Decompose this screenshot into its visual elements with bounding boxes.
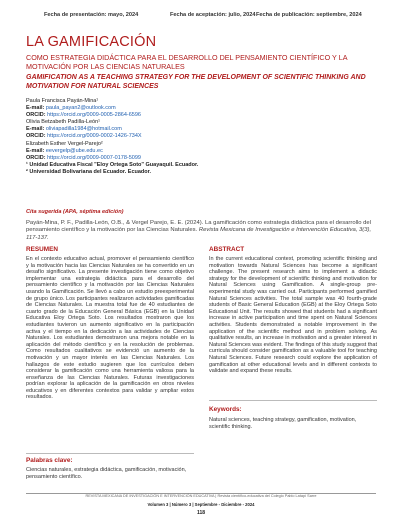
email-label: E-mail: [26,147,45,154]
orcid-label: ORCID: [26,133,46,140]
citation-text [26,220,382,242]
author-block [26,98,326,176]
resumen-text: En el contexto educativo actual, promover el pensamiento científico y la motivación hacia las Ciencias Naturales se ha convertido en un desafío significativo. La presente investigación tiene como objetivo implementar una estrategia didáctica para el desarrollo del pensamiento científico y la motivación por las Ciencias Naturales usando la Gamificación. Se llevó a cabo un estudio preexperimental de grupo único. Los participantes realizaron actividades gamificadas de Ciencias Naturales. La muestra total fue de 40 estudiantes de cuarto grado de la Educación General Básica (EGB) en la Unidad Educativa Eloy Ortega Soto. Los resultados mostraron que los estudiantes tuvieron un aumento significativo en la participación activa y el tiempo en la dedicación a las actividades de Ciencias Naturales. Los estudiantes demostraron una mejora notable en la aplicación del método científico y en la resolución de problemas. Como resultados cualitativos se evidenció un aumento de la motivación y un mayor interés en las Ciencias Naturales. Los hallazgos de este estudio sugieren que los currículos deben considerar la gamificación como una herramienta valiosa para la enseñanza de las Ciencias Naturales. Futuras investigaciones podrían explorar la aplicación de la gamificación en otros niveles educativos y en diferentes contextos para validar y ampliar estos resultados. [26,256,194,401]
keywords-heading: Keywords: [209,406,242,413]
affiliation: ² Universidad Bolivariana del Ecuador. Ecuador. [26,168,152,175]
author-orcid-link[interactable]: https://orcid.org/0009-0007-0178-5099 [47,154,141,161]
presentation-date: Fecha de presentación: mayo, 2024 [44,12,139,18]
affiliation: ¹ Unidad Educativa Fiscal "Eloy Ortega Soto" Guayaquil. Ecuador. [26,161,199,168]
acceptance-date: Fecha de aceptación: julio, 2024 [170,12,256,18]
keywords-divider [209,400,377,401]
author-orcid-link[interactable]: https://orcid.org/0009-0002-1426-734X [47,133,142,140]
article-subtitle-spanish: COMO ESTRATEGIA DIDÁCTICA PARA EL DESARROLLO DEL PENSAMIENTO CIENTÍFICO Y LA MOTIVACIÓN POR LAS CIENCIAS NATURALES [26,53,348,71]
page-number: 118 [196,510,206,516]
resumen-section [26,246,194,401]
resumen-heading: RESUMEN [26,246,58,253]
email-label: E-mail: [26,126,45,133]
orcid-label: ORCID: [26,112,46,119]
publication-date: Fecha de publicación: septiembre, 2024 [256,12,362,18]
abstract-heading: ABSTRACT [209,246,245,253]
abstract-section [209,246,377,375]
email-label: E-mail: [26,105,45,112]
footer-journal-line: REVISTA MEXICANA DE INVESTIGACIÓN E INTERVENCIÓN EDUCATIVA | Revista científico-educativa del Colegio Pablo Latapí Sarre [85,494,317,498]
author-email-link[interactable]: paula_payan2@outlook.com [45,105,116,112]
author-email-link[interactable]: eevergelp@ube.edu.ec [45,147,103,154]
author-name: Olivia Betzabeth Padilla-León¹ [26,119,100,126]
article-subtitle-english: GAMIFICATION AS A TEACHING STRATEGY FOR THE DEVELOPMENT OF SCIENTIFIC THINKING AND MOTIVATION FOR NATURAL SCIENCES [26,74,366,90]
palabras-clave-text: Ciencias naturales, estrategia didáctica, gamificación, motivación, pensamiento científico. [26,467,187,480]
author-orcid-link[interactable]: https://orcid.org/0009-0005-2864-6596 [47,112,141,119]
author-name: Paula Francisca Payán-Mina¹ [26,98,99,104]
keywords-text: Natural sciences, teaching strategy, gamification, motivation, scientific thinking. [209,417,357,430]
abstract-text: In the current educational context, promoting scientific thinking and motivation towards Natural Sciences has become a significant challenge. The present research aims to implement a didactic strategy for the development of scientific thinking and motivation for Natural Sciences using Gamification. A single-group pre-experimental study was carried out. Participants performed gamified Natural Sciences activities. The total sample was 40 fourth-grade students of Basic General Education (EGB) at the Eloy Ortega Soto Educational Unit. The results showed that students had a significant increase in active participation and time spent on Natural Sciences activities. Students demonstrated a notable improvement in the application of the scientific method and in problem solving. As qualitative results, an increase in motivation and a greater interest in Natural Sciences was evident. The findings of this study suggest that curricula should consider gamification as a valuable tool for teaching Natural Sciences. Future research could explore the application of gamification at other educational levels and in different contexts to validate and expand these results. [209,256,377,375]
citation-heading: Cita sugerida (APA, séptima edición) [26,209,124,215]
author-email-link[interactable]: oliviapadilla1984@hotmail.com [45,126,122,133]
footer-volume-line: Volumen 3 | Número 3 | Septiembre - Diciembre - 2024 [147,502,255,507]
keywords-divider [26,453,194,454]
author-name: Elizabeth Esther Vergel-Parejo² [26,140,103,147]
orcid-label: ORCID: [26,154,46,161]
palabras-clave-heading: Palabras clave: [26,457,73,464]
citation-body: Payán-Mina, P. F., Padilla-León, O.B., & Vergel Parejo, E. E. (2024). La gamificación como estrategia didáctica para el desarrollo del pensamiento científico y la motivación por las Ciencias Naturales. [26,220,372,234]
citation-journal: Revista Mexicana de Investigación e Intervención Educativa, 3(3), 117-137. [26,227,372,241]
article-title: LA GAMIFICACIÓN [26,34,157,50]
